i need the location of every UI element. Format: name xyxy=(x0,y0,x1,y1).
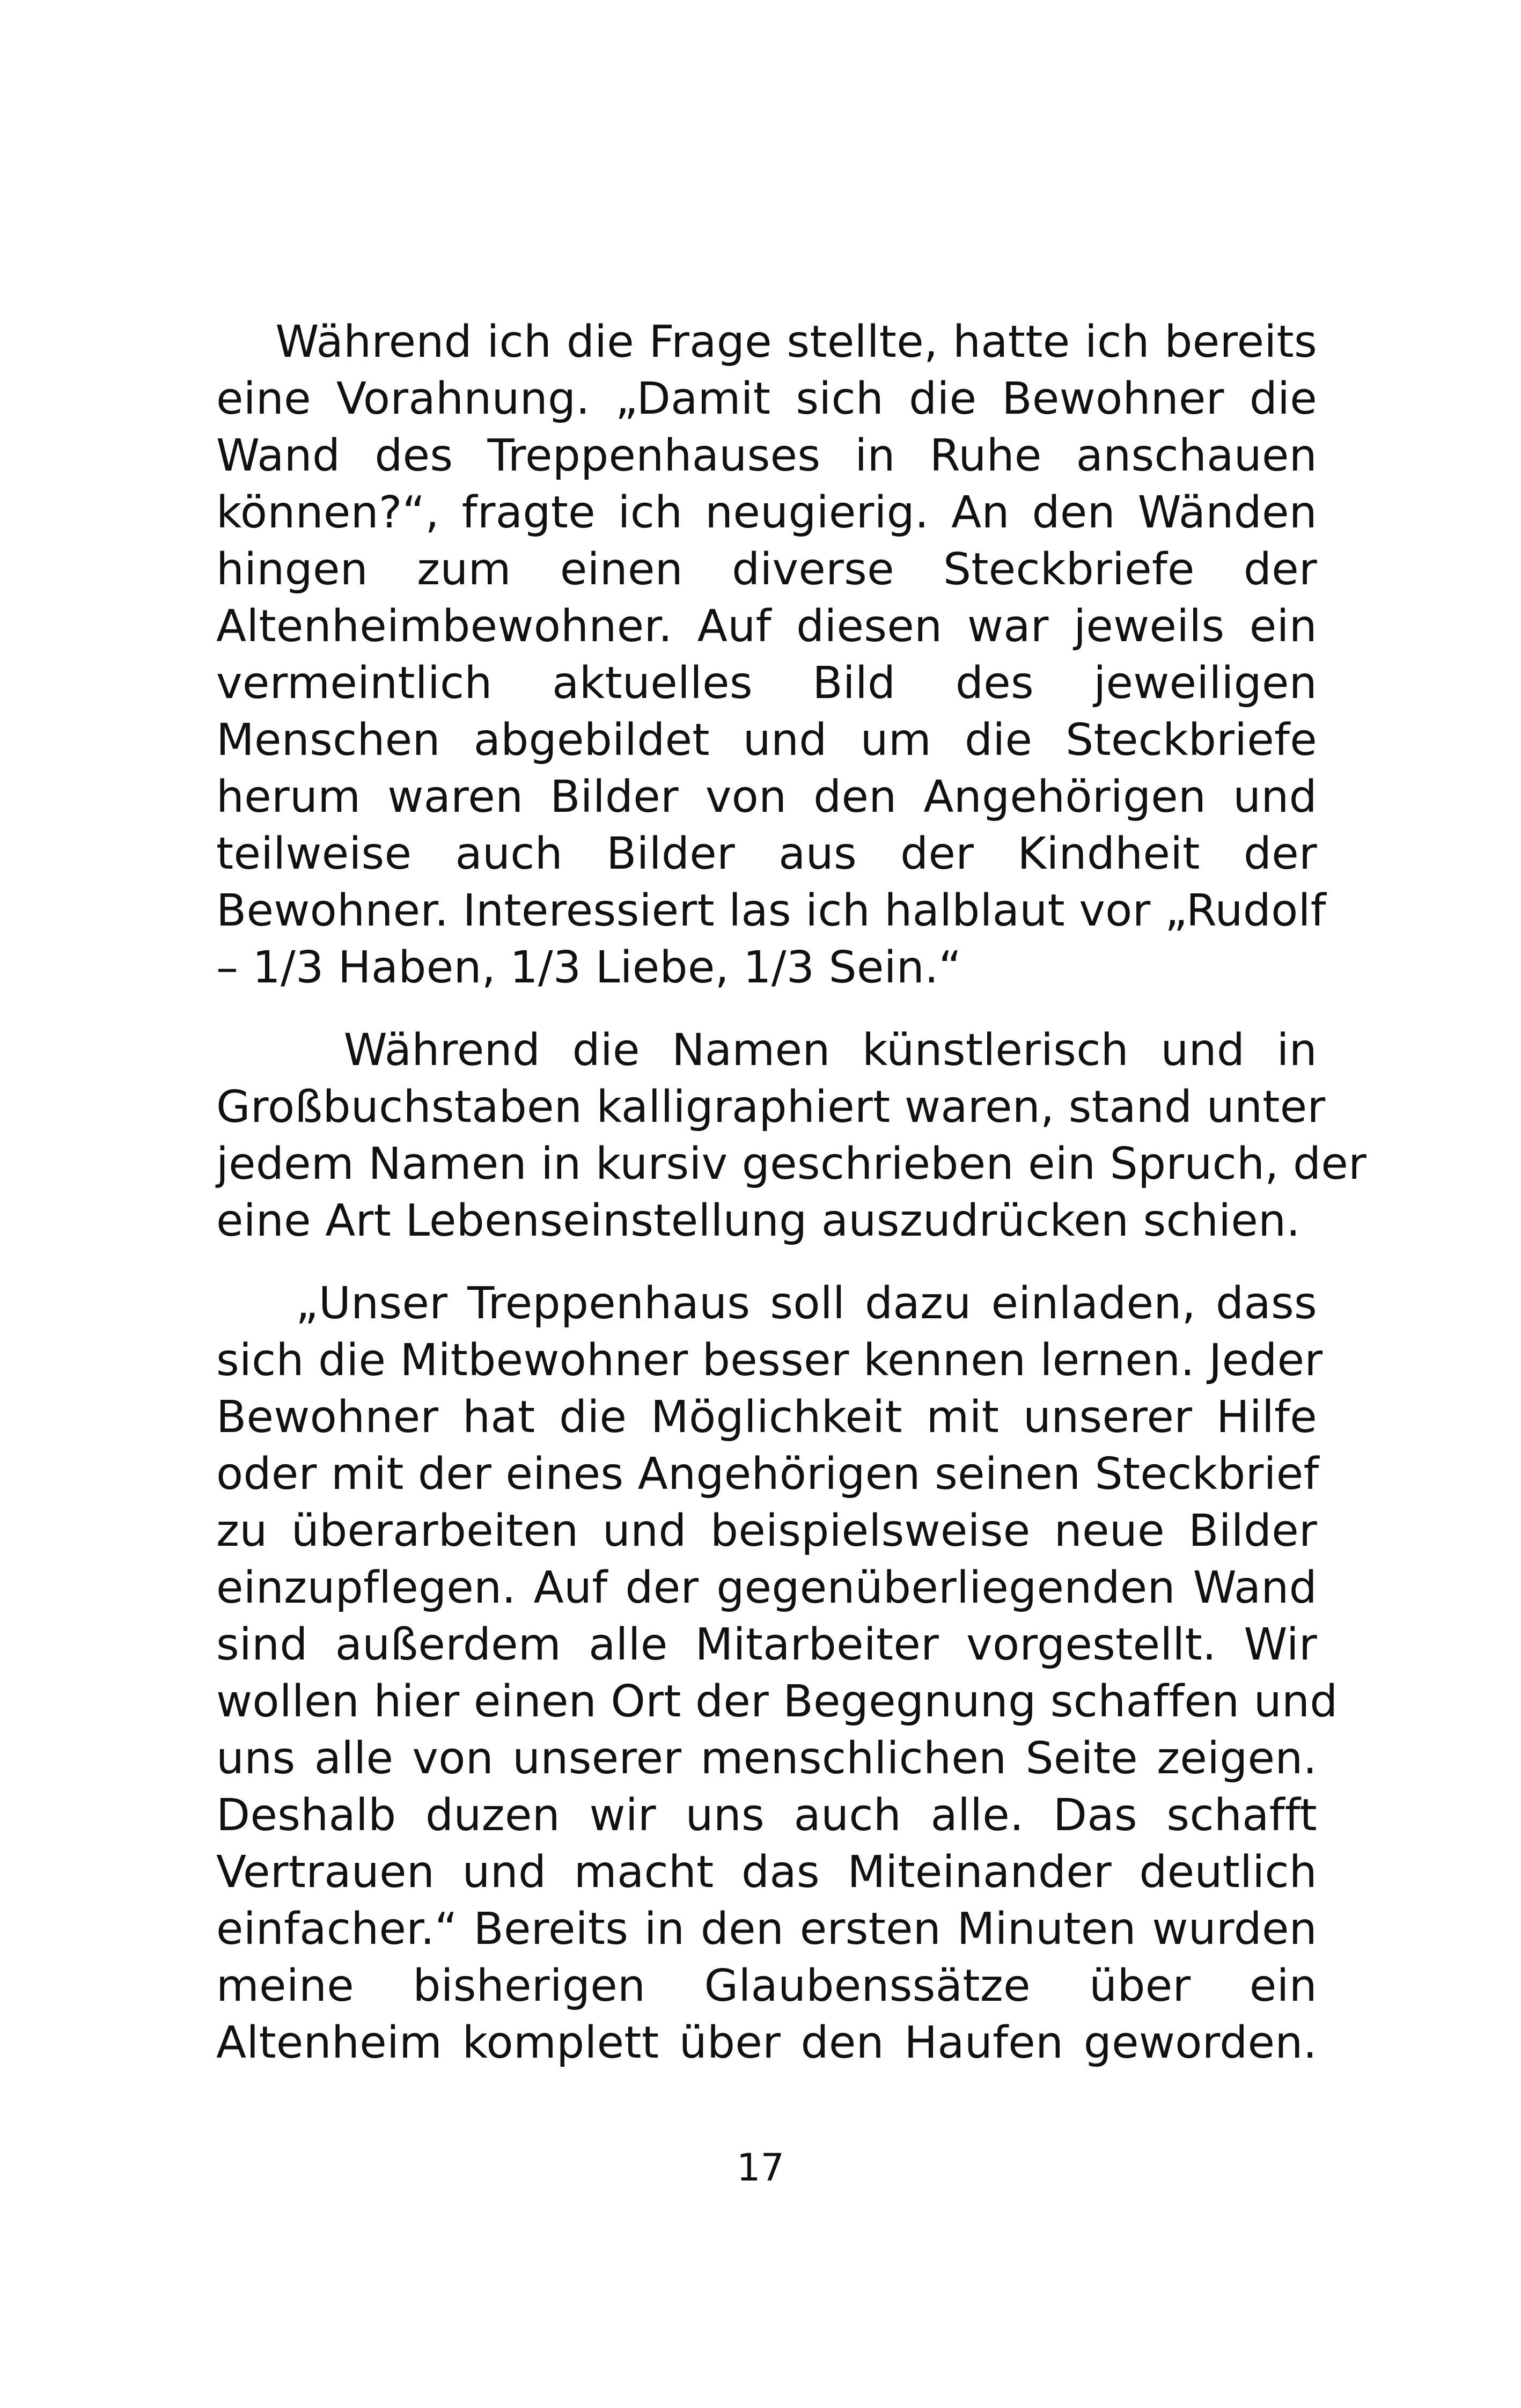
text-line: können?“, fragte ich neugierig. An den Wänden xyxy=(216,487,1317,538)
body-text xyxy=(216,314,1367,2097)
text-line: eine Vorahnung. „Damit sich die Bewohner die xyxy=(216,373,1317,424)
text-line: einzupflegen. Auf der gegenüberliegenden Wand xyxy=(216,1562,1317,1613)
text-line: oder mit der eines Angehörigen seinen Steckbrief xyxy=(216,1449,1319,1500)
text-line: Großbuchstaben kalligraphiert waren, stand unter xyxy=(216,1082,1326,1133)
page-number: 17 xyxy=(736,2146,785,2190)
text-line: Während ich die Frage stellte, hatte ich bereits xyxy=(216,317,1317,368)
text-line: – 1/3 Haben, 1/3 Liebe, 1/3 Sein.“ xyxy=(216,942,962,993)
text-line: meine bisherigen Glaubenssätze über ein xyxy=(216,1961,1317,2011)
text-line: Menschen abgebildet und um die Steckbriefe xyxy=(216,715,1317,766)
text-line: Wand des Treppenhauses in Ruhe anschauen xyxy=(216,430,1317,481)
text-line: vermeintlich aktuelles Bild des jeweiligen xyxy=(216,658,1317,709)
text-line: Altenheimbewohner. Auf diesen war jeweils ein xyxy=(216,601,1317,652)
text-line: uns alle von unserer menschlichen Seite zeigen. xyxy=(216,1733,1317,1784)
text-line: „Unser Treppenhaus soll dazu einladen, dass xyxy=(216,1278,1317,1329)
paragraph-2 xyxy=(216,1022,1367,1250)
text-line: zu überarbeiten und beispielsweise neue Bilder xyxy=(216,1506,1317,1557)
text-line: teilweise auch Bilder aus der Kindheit der xyxy=(216,828,1317,879)
text-line: Altenheim komplett über den Haufen geworden. xyxy=(216,2017,1317,2068)
text-line: sind außerdem alle Mitarbeiter vorgestellt. Wir xyxy=(216,1619,1317,1670)
text-line: herum waren Bilder von den Angehörigen und xyxy=(216,772,1317,823)
text-line: eine Art Lebenseinstellung auszudrücken schien. xyxy=(216,1195,1300,1246)
text-line: Während die Namen künstlerisch und in xyxy=(216,1025,1317,1076)
text-line: Deshalb duzen wir uns auch alle. Das schafft xyxy=(216,1790,1317,1841)
text-line: sich die Mitbewohner besser kennen lernen. Jeder xyxy=(216,1335,1323,1386)
paragraph-1 xyxy=(216,314,1326,996)
text-line: jedem Namen in kursiv geschrieben ein Spruch, der xyxy=(216,1139,1367,1190)
paragraph-3 xyxy=(216,1275,1338,2072)
text-line: Vertrauen und macht das Miteinander deutlich xyxy=(216,1847,1317,1898)
text-line: Bewohner hat die Möglichkeit mit unserer Hilfe xyxy=(216,1392,1317,1443)
text-line: wollen hier einen Ort der Begegnung schaffen und xyxy=(216,1676,1338,1727)
text-line: hingen zum einen diverse Steckbriefe der xyxy=(216,544,1317,595)
text-line: Bewohner. Interessiert las ich halblaut vor „Rudolf xyxy=(216,885,1326,936)
text-line: einfacher.“ Bereits in den ersten Minuten wurden xyxy=(216,1904,1317,1955)
